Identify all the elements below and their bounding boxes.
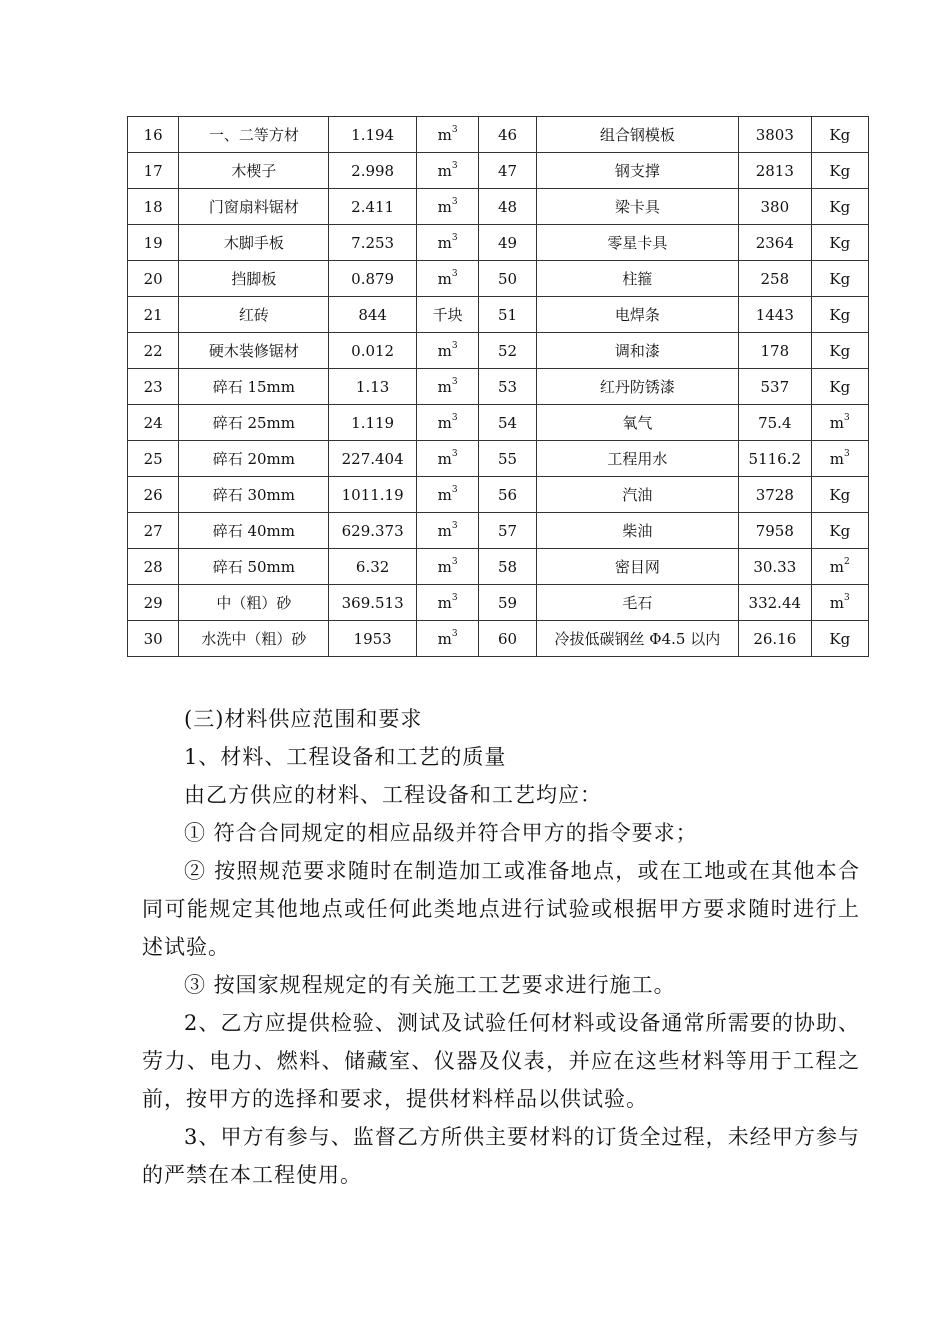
cell-unit: $m^3$ [416,585,478,621]
cell-material-name: 零星卡具 [536,225,738,261]
table-row [128,153,869,189]
table-row [128,513,869,549]
cell-row-number: 24 [128,405,179,441]
cell-unit: $m^3$ [811,405,868,441]
cell-material-name: 红丹防锈漆 [536,369,738,405]
cell-unit: Kg [811,477,868,513]
cell-material-name: 硬木装修锯材 [179,333,329,369]
table-row [128,621,869,657]
cell-material-name: 密目网 [536,549,738,585]
cell-quantity: 3728 [739,477,811,513]
cell-unit: Kg [811,189,868,225]
table-row [128,333,869,369]
cell-quantity: 844 [329,297,417,333]
table-row [128,441,869,477]
cell-quantity: 3803 [739,117,811,153]
table-row [128,477,869,513]
cell-quantity: 1953 [329,621,417,657]
cell-row-number: 19 [128,225,179,261]
cell-quantity: 7.253 [329,225,417,261]
cell-unit: $m^3$ [416,369,478,405]
cell-quantity: 7958 [739,513,811,549]
cell-quantity: 1.13 [329,369,417,405]
cell-unit: Kg [811,621,868,657]
table-row [128,297,869,333]
item1-title: 1、材料、工程设备和工艺的质量 [184,745,507,769]
cell-material-name: 毛石 [536,585,738,621]
cell-quantity: 26.16 [739,621,811,657]
cell-unit: $m^3$ [416,513,478,549]
document-body [142,700,860,1194]
cell-material-name: 挡脚板 [179,261,329,297]
cell-material-name: 冷拔低碳钢丝 Φ4.5 以内 [536,621,738,657]
cell-unit: $m^3$ [416,153,478,189]
cell-quantity: 332.44 [739,585,811,621]
cell-quantity: 5116.2 [739,441,811,477]
item1-point-a: ① 符合合同规定的相应品级并符合甲方的指令要求； [184,821,698,845]
cell-material-name: 碎石 20mm [179,441,329,477]
table-row [128,225,869,261]
cell-row-number: 60 [479,621,536,657]
cell-row-number: 47 [479,153,536,189]
cell-material-name: 钢支撑 [536,153,738,189]
cell-material-name: 柱箍 [536,261,738,297]
cell-unit: Kg [811,261,868,297]
cell-unit: $m^3$ [811,585,868,621]
cell-row-number: 17 [128,153,179,189]
cell-quantity: 369.513 [329,585,417,621]
cell-unit: $m^3$ [416,477,478,513]
cell-unit: $m^3$ [416,441,478,477]
cell-material-name: 红砖 [179,297,329,333]
table-row [128,117,869,153]
cell-unit: $m^3$ [416,549,478,585]
cell-unit: $m^3$ [416,117,478,153]
cell-unit: $m^3$ [416,261,478,297]
cell-material-name: 组合钢模板 [536,117,738,153]
cell-quantity: 1011.19 [329,477,417,513]
table-row [128,369,869,405]
table-row [128,549,869,585]
cell-unit: Kg [811,225,868,261]
cell-material-name: 电焊条 [536,297,738,333]
cell-row-number: 53 [479,369,536,405]
cell-unit: Kg [811,333,868,369]
cell-row-number: 56 [479,477,536,513]
cell-unit: Kg [811,153,868,189]
cell-row-number: 28 [128,549,179,585]
cell-unit: $m^3$ [416,225,478,261]
cell-material-name: 门窗扇料锯材 [179,189,329,225]
cell-quantity: 2.998 [329,153,417,189]
cell-row-number: 51 [479,297,536,333]
cell-quantity: 0.012 [329,333,417,369]
table-row [128,261,869,297]
cell-material-name: 梁卡具 [536,189,738,225]
cell-quantity: 0.879 [329,261,417,297]
cell-quantity: 629.373 [329,513,417,549]
cell-material-name: 木楔子 [179,153,329,189]
cell-row-number: 58 [479,549,536,585]
cell-unit: $m^3$ [416,333,478,369]
cell-row-number: 20 [128,261,179,297]
cell-unit: $m^2$ [811,549,868,585]
cell-material-name: 工程用水 [536,441,738,477]
item2-paragraph: 2、乙方应提供检验、测试及试验任何材料或设备通常所需要的协助、劳力、电力、燃料、储藏室、仪器及仪表，并应在这些材料等用于工程之前，按甲方的选择和要求，提供材料样品以供试验。 [142,1011,860,1111]
item3-paragraph: 3、甲方有参与、监督乙方所供主要材料的订货全过程，未经甲方参与的严禁在本工程使用。 [142,1125,860,1187]
cell-quantity: 2.411 [329,189,417,225]
table-row [128,585,869,621]
cell-quantity: 1.194 [329,117,417,153]
cell-row-number: 21 [128,297,179,333]
table-row [128,189,869,225]
cell-material-name: 碎石 30mm [179,477,329,513]
cell-row-number: 54 [479,405,536,441]
cell-row-number: 23 [128,369,179,405]
item1-point-c: ③ 按国家规程规定的有关施工工艺要求进行施工。 [184,973,676,997]
materials-table-body [128,117,869,657]
cell-quantity: 1.119 [329,405,417,441]
cell-material-name: 碎石 50mm [179,549,329,585]
cell-row-number: 50 [479,261,536,297]
cell-row-number: 49 [479,225,536,261]
cell-quantity: 6.32 [329,549,417,585]
item1-point-b: ② 按照规范要求随时在制造加工或准备地点，或在工地或在其他本合同可能规定其他地点或任何此类地点进行试验或根据甲方要求随时进行上述试验。 [142,859,860,959]
cell-unit: Kg [811,369,868,405]
cell-quantity: 537 [739,369,811,405]
cell-unit: $m^3$ [416,405,478,441]
cell-quantity: 2364 [739,225,811,261]
cell-material-name: 木脚手板 [179,225,329,261]
cell-row-number: 30 [128,621,179,657]
cell-material-name: 一、二等方材 [179,117,329,153]
cell-unit: Kg [811,297,868,333]
cell-row-number: 52 [479,333,536,369]
cell-quantity: 178 [739,333,811,369]
cell-material-name: 柴油 [536,513,738,549]
cell-material-name: 碎石 40mm [179,513,329,549]
cell-row-number: 55 [479,441,536,477]
cell-row-number: 29 [128,585,179,621]
cell-quantity: 380 [739,189,811,225]
cell-quantity: 30.33 [739,549,811,585]
cell-row-number: 26 [128,477,179,513]
cell-material-name: 中（粗）砂 [179,585,329,621]
cell-row-number: 59 [479,585,536,621]
cell-unit: $m^3$ [416,189,478,225]
cell-quantity: 2813 [739,153,811,189]
cell-unit: Kg [811,117,868,153]
cell-material-name: 调和漆 [536,333,738,369]
cell-quantity: 75.4 [739,405,811,441]
item1-intro: 由乙方供应的材料、工程设备和工艺均应： [184,783,602,807]
cell-row-number: 57 [479,513,536,549]
cell-quantity: 227.404 [329,441,417,477]
cell-quantity: 1443 [739,297,811,333]
cell-material-name: 汽油 [536,477,738,513]
cell-unit: $m^3$ [811,441,868,477]
cell-unit: $m^3$ [416,621,478,657]
section-heading: (三)材料供应范围和要求 [184,707,423,731]
cell-material-name: 碎石 15mm [179,369,329,405]
cell-material-name: 碎石 25mm [179,405,329,441]
cell-row-number: 16 [128,117,179,153]
cell-row-number: 18 [128,189,179,225]
cell-row-number: 25 [128,441,179,477]
materials-table [127,116,869,657]
cell-unit: Kg [811,513,868,549]
cell-quantity: 258 [739,261,811,297]
table-row [128,405,869,441]
cell-row-number: 46 [479,117,536,153]
cell-row-number: 48 [479,189,536,225]
cell-row-number: 22 [128,333,179,369]
cell-unit: 千块 [416,297,478,333]
cell-row-number: 27 [128,513,179,549]
cell-material-name: 水洗中（粗）砂 [179,621,329,657]
cell-material-name: 氧气 [536,405,738,441]
